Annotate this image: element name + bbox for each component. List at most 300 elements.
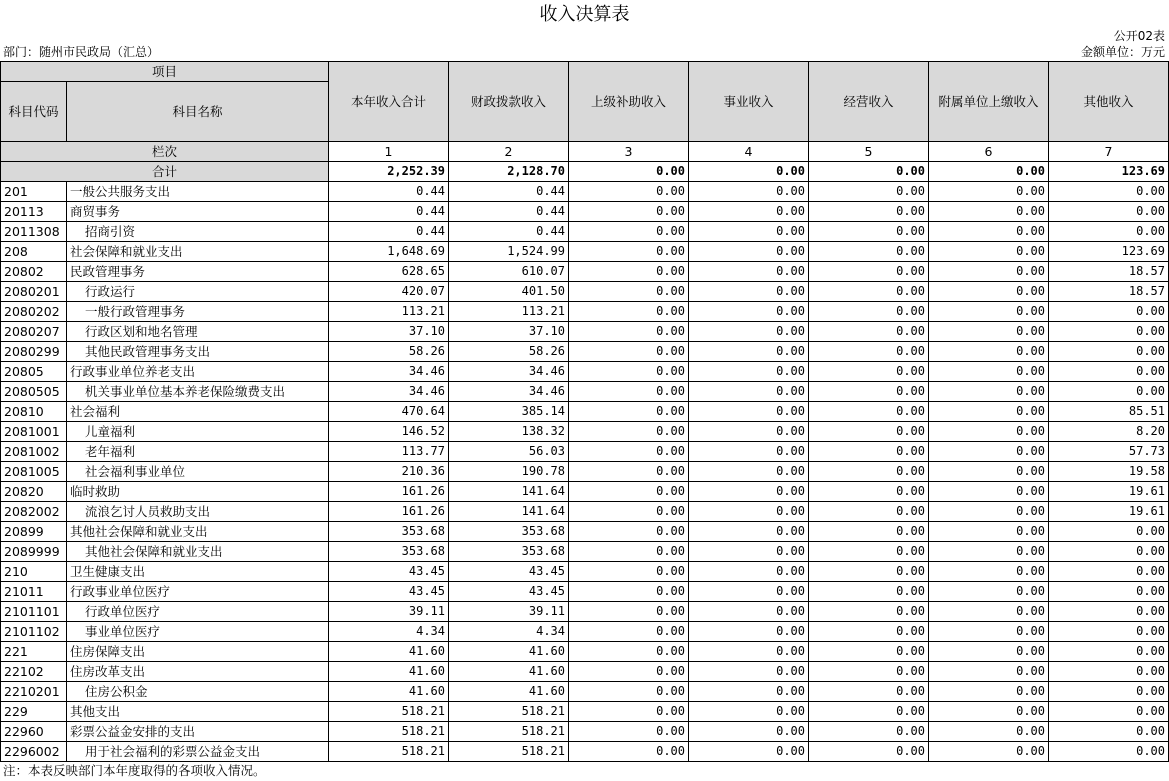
amount-cell: 0.00: [929, 702, 1049, 722]
subject-name-cell: 其他社会保障和就业支出: [67, 522, 329, 542]
amount-cell: 0.00: [929, 202, 1049, 222]
amount-cell: 0.00: [569, 242, 689, 262]
amount-cell: 0.00: [929, 662, 1049, 682]
table-row: [1, 462, 1169, 482]
amount-cell: 0.00: [809, 462, 929, 482]
amount-cell: 0.00: [689, 462, 809, 482]
amount-cell: 0.00: [809, 202, 929, 222]
subject-name-cell: 其他民政管理事务支出: [67, 342, 329, 362]
amount-cell: 0.00: [809, 542, 929, 562]
amount-cell: 57.73: [1049, 442, 1169, 462]
table-row: [1, 442, 1169, 462]
amount-cell: 0.00: [1049, 582, 1169, 602]
amount-cell: 0.00: [929, 722, 1049, 742]
amount-cell: 85.51: [1049, 402, 1169, 422]
amount-cell: 0.00: [1049, 222, 1169, 242]
amount-cell: 0.00: [689, 662, 809, 682]
amount-cell: 0.00: [929, 742, 1049, 762]
subject-code-cell: 2080505: [1, 382, 67, 402]
subject-name-cell: 事业单位医疗: [67, 622, 329, 642]
amount-cell: 518.21: [329, 722, 449, 742]
amount-cell: 0.00: [569, 422, 689, 442]
amount-cell: 0.00: [929, 502, 1049, 522]
amount-cell: 0.00: [809, 522, 929, 542]
amount-cell: 0.00: [569, 382, 689, 402]
subject-code-cell: 2081005: [1, 462, 67, 482]
amount-cell: 0.00: [569, 702, 689, 722]
amount-cell: 0.00: [809, 182, 929, 202]
table-row: [1, 262, 1169, 282]
total-row: [1, 162, 1169, 182]
table-row: [1, 602, 1169, 622]
form-number: 公开02表: [1113, 29, 1165, 43]
table-row: [1, 522, 1169, 542]
amount-cell: 0.00: [929, 622, 1049, 642]
amount-cell: 0.00: [569, 602, 689, 622]
amount-cell: 113.77: [329, 442, 449, 462]
department-label: 部门：随州市民政局（汇总）: [3, 45, 160, 59]
amount-cell: 19.58: [1049, 462, 1169, 482]
amount-cell: 0.00: [1049, 542, 1169, 562]
amount-cell: 0.00: [809, 222, 929, 242]
amount-cell: 0.00: [1049, 722, 1169, 742]
amount-cell: 0.00: [929, 442, 1049, 462]
amount-cell: 0.00: [569, 622, 689, 642]
total-label: 合计: [1, 162, 329, 182]
amount-cell: 0.00: [689, 722, 809, 742]
col-header-total-income: 本年收入合计: [329, 62, 449, 142]
table-row: [1, 702, 1169, 722]
subject-code-cell: 2080207: [1, 322, 67, 342]
amount-cell: 0.00: [809, 642, 929, 662]
total-cell: 0.00: [569, 162, 689, 182]
subject-name-cell: 行政区划和地名管理: [67, 322, 329, 342]
amount-cell: 0.00: [929, 402, 1049, 422]
amount-cell: 34.46: [329, 382, 449, 402]
table-row: [1, 402, 1169, 422]
total-cell: 0.00: [809, 162, 929, 182]
amount-cell: 0.00: [1049, 562, 1169, 582]
amount-cell: 0.00: [809, 422, 929, 442]
amount-cell: 0.00: [929, 582, 1049, 602]
amount-cell: 58.26: [329, 342, 449, 362]
amount-cell: 353.68: [449, 522, 569, 542]
amount-cell: 43.45: [329, 562, 449, 582]
amount-cell: 161.26: [329, 482, 449, 502]
amount-cell: 146.52: [329, 422, 449, 442]
amount-cell: 0.00: [569, 542, 689, 562]
subject-code-cell: 2082002: [1, 502, 67, 522]
subject-code-cell: 2080299: [1, 342, 67, 362]
amount-cell: 0.00: [809, 602, 929, 622]
subject-code-cell: 229: [1, 702, 67, 722]
amount-cell: 0.00: [1049, 662, 1169, 682]
amount-cell: 518.21: [449, 742, 569, 762]
amount-cell: 0.00: [689, 362, 809, 382]
subject-code-cell: 2080201: [1, 282, 67, 302]
amount-cell: 0.00: [689, 262, 809, 282]
subject-name-cell: 住房改革支出: [67, 662, 329, 682]
amount-cell: 0.00: [689, 242, 809, 262]
subject-name-cell: 行政运行: [67, 282, 329, 302]
col-header-business-income: 事业收入: [689, 62, 809, 142]
amount-cell: 0.00: [689, 682, 809, 702]
amount-cell: 0.00: [569, 442, 689, 462]
amount-cell: 190.78: [449, 462, 569, 482]
subject-code-cell: 2210201: [1, 682, 67, 702]
amount-cell: 0.00: [569, 682, 689, 702]
col-header-other-income: 其他收入: [1049, 62, 1169, 142]
subject-code-cell: 22960: [1, 722, 67, 742]
amount-cell: 0.44: [329, 182, 449, 202]
col-number-1: 1: [329, 142, 449, 162]
amount-cell: 43.45: [449, 582, 569, 602]
amount-cell: 420.07: [329, 282, 449, 302]
amount-cell: 210.36: [329, 462, 449, 482]
amount-cell: 0.00: [689, 622, 809, 642]
col-number-4: 4: [689, 142, 809, 162]
amount-cell: 43.45: [449, 562, 569, 582]
amount-cell: 0.00: [929, 302, 1049, 322]
col-number-6: 6: [929, 142, 1049, 162]
amount-cell: 138.32: [449, 422, 569, 442]
col-number-3: 3: [569, 142, 689, 162]
table-row: [1, 342, 1169, 362]
name-header: 科目名称: [67, 82, 329, 142]
amount-cell: 19.61: [1049, 502, 1169, 522]
amount-cell: 0.44: [449, 222, 569, 242]
amount-cell: 41.60: [449, 682, 569, 702]
amount-cell: 0.00: [689, 562, 809, 582]
amount-cell: 0.00: [929, 282, 1049, 302]
amount-cell: 0.00: [809, 302, 929, 322]
amount-cell: 0.00: [809, 362, 929, 382]
amount-cell: 41.60: [329, 682, 449, 702]
amount-cell: 0.00: [929, 242, 1049, 262]
footnote: 注：本表反映部门本年度取得的各项收入情况。: [3, 763, 266, 778]
subject-code-cell: 2081001: [1, 422, 67, 442]
amount-cell: 0.00: [1049, 202, 1169, 222]
amount-cell: 0.00: [929, 682, 1049, 702]
table-row: [1, 282, 1169, 302]
amount-cell: 0.00: [929, 462, 1049, 482]
subject-code-cell: 2011308: [1, 222, 67, 242]
amount-cell: 0.00: [689, 422, 809, 442]
amount-cell: 0.00: [569, 522, 689, 542]
subject-name-cell: 民政管理事务: [67, 262, 329, 282]
amount-cell: 0.00: [1049, 322, 1169, 342]
table-row: [1, 302, 1169, 322]
table-row: [1, 202, 1169, 222]
amount-cell: 0.00: [1049, 622, 1169, 642]
amount-cell: 0.00: [689, 202, 809, 222]
amount-cell: 39.11: [449, 602, 569, 622]
col-number-5: 5: [809, 142, 929, 162]
amount-cell: 0.00: [689, 482, 809, 502]
amount-cell: 0.00: [809, 622, 929, 642]
amount-cell: 0.00: [1049, 702, 1169, 722]
table-row: [1, 542, 1169, 562]
amount-cell: 0.00: [809, 342, 929, 362]
amount-cell: 518.21: [449, 702, 569, 722]
amount-cell: 0.00: [809, 262, 929, 282]
amount-cell: 0.44: [329, 222, 449, 242]
amount-cell: 0.00: [689, 322, 809, 342]
amount-cell: 0.00: [1049, 302, 1169, 322]
amount-cell: 0.00: [1049, 382, 1169, 402]
subject-name-cell: 住房公积金: [67, 682, 329, 702]
amount-cell: 34.46: [329, 362, 449, 382]
table-row: [1, 362, 1169, 382]
subject-code-cell: 2101102: [1, 622, 67, 642]
amount-cell: 0.00: [569, 642, 689, 662]
subject-name-cell: 招商引资: [67, 222, 329, 242]
amount-cell: 0.00: [689, 742, 809, 762]
amount-cell: 0.00: [1049, 182, 1169, 202]
subject-name-cell: 临时救助: [67, 482, 329, 502]
amount-cell: 0.00: [929, 642, 1049, 662]
amount-cell: 0.00: [689, 342, 809, 362]
amount-cell: 0.00: [929, 222, 1049, 242]
amount-cell: 0.00: [689, 442, 809, 462]
subject-name-cell: 商贸事务: [67, 202, 329, 222]
subject-code-cell: 221: [1, 642, 67, 662]
subject-code-cell: 2089999: [1, 542, 67, 562]
amount-cell: 161.26: [329, 502, 449, 522]
amount-cell: 0.00: [689, 702, 809, 722]
amount-cell: 0.00: [929, 342, 1049, 362]
amount-cell: 0.00: [689, 522, 809, 542]
amount-cell: 0.00: [809, 582, 929, 602]
amount-cell: 0.00: [809, 242, 929, 262]
amount-cell: 0.00: [569, 722, 689, 742]
amount-cell: 0.00: [929, 182, 1049, 202]
subject-name-cell: 一般公共服务支出: [67, 182, 329, 202]
amount-cell: 0.00: [809, 502, 929, 522]
table-row: [1, 182, 1169, 202]
amount-cell: 39.11: [329, 602, 449, 622]
amount-cell: 0.00: [809, 322, 929, 342]
amount-unit-label: 金额单位：万元: [1080, 45, 1165, 59]
total-cell: 123.69: [1049, 162, 1169, 182]
amount-cell: 0.00: [569, 402, 689, 422]
amount-cell: 0.00: [929, 522, 1049, 542]
amount-cell: 610.07: [449, 262, 569, 282]
amount-cell: 0.00: [569, 662, 689, 682]
amount-cell: 0.00: [689, 182, 809, 202]
amount-cell: 34.46: [449, 362, 569, 382]
col-number-2: 2: [449, 142, 569, 162]
amount-cell: 0.00: [569, 302, 689, 322]
amount-cell: 43.45: [329, 582, 449, 602]
table-row: [1, 682, 1169, 702]
amount-cell: 0.00: [689, 302, 809, 322]
subject-name-cell: 流浪乞讨人员救助支出: [67, 502, 329, 522]
amount-cell: 0.00: [689, 642, 809, 662]
amount-cell: 353.68: [449, 542, 569, 562]
subject-code-cell: 210: [1, 562, 67, 582]
amount-cell: 518.21: [329, 742, 449, 762]
amount-cell: 518.21: [449, 722, 569, 742]
amount-cell: 470.64: [329, 402, 449, 422]
table-row: [1, 502, 1169, 522]
amount-cell: 37.10: [449, 322, 569, 342]
amount-cell: 41.60: [449, 642, 569, 662]
subject-name-cell: 住房保障支出: [67, 642, 329, 662]
amount-cell: 56.03: [449, 442, 569, 462]
total-cell: 2,128.70: [449, 162, 569, 182]
amount-cell: 4.34: [449, 622, 569, 642]
amount-cell: 0.44: [449, 182, 569, 202]
amount-cell: 0.00: [929, 602, 1049, 622]
table-row: [1, 222, 1169, 242]
subject-code-cell: 20113: [1, 202, 67, 222]
subject-code-cell: 2081002: [1, 442, 67, 462]
amount-cell: 0.00: [569, 582, 689, 602]
amount-cell: 41.60: [329, 662, 449, 682]
subject-code-cell: 20802: [1, 262, 67, 282]
amount-cell: 628.65: [329, 262, 449, 282]
amount-cell: 0.00: [569, 262, 689, 282]
subject-code-cell: 22102: [1, 662, 67, 682]
subject-name-cell: 用于社会福利的彩票公益金支出: [67, 742, 329, 762]
row-number-header: 栏次: [1, 142, 329, 162]
amount-cell: 19.61: [1049, 482, 1169, 502]
amount-cell: 0.00: [569, 562, 689, 582]
amount-cell: 58.26: [449, 342, 569, 362]
amount-cell: 0.00: [1049, 642, 1169, 662]
total-cell: 0.00: [929, 162, 1049, 182]
amount-cell: 0.44: [449, 202, 569, 222]
amount-cell: 141.64: [449, 502, 569, 522]
table-row: [1, 622, 1169, 642]
amount-cell: 18.57: [1049, 262, 1169, 282]
amount-cell: 0.00: [809, 482, 929, 502]
amount-cell: 113.21: [449, 302, 569, 322]
col-header-superior-subsidy: 上级补助收入: [569, 62, 689, 142]
amount-cell: 0.00: [929, 262, 1049, 282]
amount-cell: 0.00: [809, 402, 929, 422]
amount-cell: 0.00: [569, 202, 689, 222]
amount-cell: 0.00: [689, 602, 809, 622]
amount-cell: 0.00: [1049, 742, 1169, 762]
subject-name-cell: 卫生健康支出: [67, 562, 329, 582]
subject-code-cell: 20899: [1, 522, 67, 542]
total-cell: 0.00: [689, 162, 809, 182]
subject-name-cell: 行政单位医疗: [67, 602, 329, 622]
col-number-7: 7: [1049, 142, 1169, 162]
amount-cell: 113.21: [329, 302, 449, 322]
amount-cell: 0.00: [689, 222, 809, 242]
amount-cell: 353.68: [329, 522, 449, 542]
subject-code-cell: 20805: [1, 362, 67, 382]
subject-code-cell: 201: [1, 182, 67, 202]
amount-cell: 353.68: [329, 542, 449, 562]
amount-cell: 0.44: [329, 202, 449, 222]
amount-cell: 41.60: [449, 662, 569, 682]
amount-cell: 0.00: [1049, 602, 1169, 622]
table-row: [1, 722, 1169, 742]
table-row: [1, 482, 1169, 502]
table-row: [1, 662, 1169, 682]
amount-cell: 0.00: [929, 482, 1049, 502]
subject-code-cell: 20820: [1, 482, 67, 502]
amount-cell: 0.00: [929, 422, 1049, 442]
amount-cell: 123.69: [1049, 242, 1169, 262]
amount-cell: 1,648.69: [329, 242, 449, 262]
table-row: [1, 742, 1169, 762]
amount-cell: 0.00: [689, 582, 809, 602]
table-row: [1, 242, 1169, 262]
table-row: [1, 322, 1169, 342]
income-table: [0, 61, 1169, 762]
subject-name-cell: 一般行政管理事务: [67, 302, 329, 322]
amount-cell: 0.00: [1049, 362, 1169, 382]
subject-code-cell: 20810: [1, 402, 67, 422]
subject-name-cell: 社会福利事业单位: [67, 462, 329, 482]
amount-cell: 0.00: [569, 222, 689, 242]
amount-cell: 0.00: [689, 282, 809, 302]
subject-name-cell: 老年福利: [67, 442, 329, 462]
amount-cell: 0.00: [569, 482, 689, 502]
subject-name-cell: 彩票公益金安排的支出: [67, 722, 329, 742]
subject-code-cell: 208: [1, 242, 67, 262]
amount-cell: 37.10: [329, 322, 449, 342]
code-header: 科目代码: [1, 82, 67, 142]
amount-cell: 0.00: [809, 442, 929, 462]
amount-cell: 0.00: [569, 462, 689, 482]
amount-cell: 0.00: [809, 562, 929, 582]
amount-cell: 0.00: [689, 382, 809, 402]
amount-cell: 0.00: [689, 542, 809, 562]
amount-cell: 141.64: [449, 482, 569, 502]
amount-cell: 0.00: [929, 542, 1049, 562]
amount-cell: 0.00: [929, 322, 1049, 342]
amount-cell: 0.00: [569, 282, 689, 302]
amount-cell: 0.00: [569, 362, 689, 382]
amount-cell: 0.00: [809, 742, 929, 762]
amount-cell: 0.00: [929, 562, 1049, 582]
amount-cell: 0.00: [809, 682, 929, 702]
amount-cell: 0.00: [809, 702, 929, 722]
col-header-affiliated-units-income: 附属单位上缴收入: [929, 62, 1049, 142]
table-row: [1, 582, 1169, 602]
amount-cell: 0.00: [569, 742, 689, 762]
subject-name-cell: 其他支出: [67, 702, 329, 722]
amount-cell: 0.00: [1049, 682, 1169, 702]
subject-code-cell: 2296002: [1, 742, 67, 762]
amount-cell: 18.57: [1049, 282, 1169, 302]
subject-name-cell: 社会福利: [67, 402, 329, 422]
subject-name-cell: 行政事业单位养老支出: [67, 362, 329, 382]
amount-cell: 0.00: [689, 502, 809, 522]
amount-cell: 0.00: [809, 382, 929, 402]
item-header: 项目: [1, 62, 329, 82]
amount-cell: 41.60: [329, 642, 449, 662]
amount-cell: 0.00: [569, 322, 689, 342]
total-cell: 2,252.39: [329, 162, 449, 182]
subject-name-cell: 社会保障和就业支出: [67, 242, 329, 262]
subject-name-cell: 行政事业单位医疗: [67, 582, 329, 602]
subject-code-cell: 21011: [1, 582, 67, 602]
subject-name-cell: 其他社会保障和就业支出: [67, 542, 329, 562]
table-row: [1, 562, 1169, 582]
amount-cell: 0.00: [569, 182, 689, 202]
subject-code-cell: 2080202: [1, 302, 67, 322]
amount-cell: 4.34: [329, 622, 449, 642]
amount-cell: 0.00: [569, 342, 689, 362]
amount-cell: 0.00: [929, 382, 1049, 402]
